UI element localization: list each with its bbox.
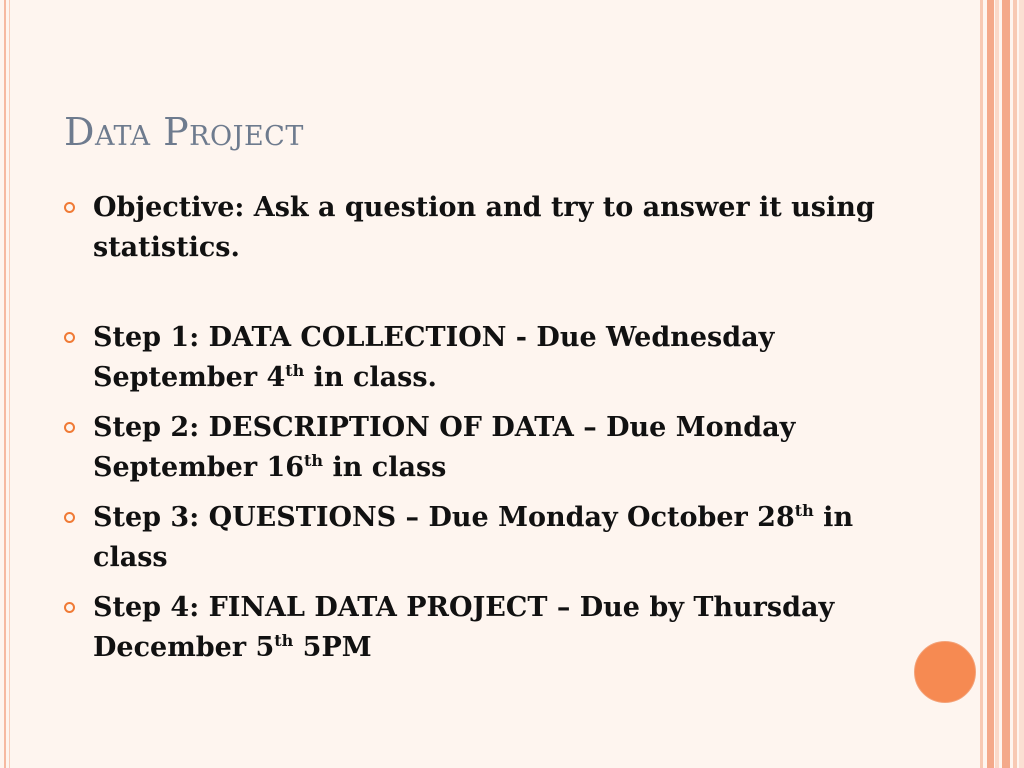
bullet-item-objective bbox=[62, 188, 882, 268]
bullet-text: Step 2: DESCRIPTION OF DATA – Due Monday September 16 bbox=[93, 412, 796, 483]
hollow-circle-bullet-icon bbox=[64, 332, 75, 343]
bullet-item-step-4 bbox=[62, 588, 882, 668]
hollow-circle-bullet-icon bbox=[64, 202, 75, 213]
bullet-text: Objective: Ask a question and try to answer it using statistics. bbox=[93, 192, 875, 263]
right-decorative-stripe bbox=[995, 0, 999, 768]
right-decorative-stripe bbox=[1013, 0, 1017, 768]
bullet-text: in class bbox=[93, 502, 854, 573]
ordinal-suffix: th bbox=[285, 361, 305, 380]
right-decorative-stripe bbox=[1019, 0, 1024, 768]
right-decorative-stripe bbox=[980, 0, 983, 768]
bullet-item-step-1 bbox=[62, 318, 882, 398]
bullet-item-step-3 bbox=[62, 498, 882, 578]
bullet-list bbox=[62, 188, 882, 668]
bullet-text: Step 3: QUESTIONS – Due Monday October 28 bbox=[93, 502, 795, 533]
ordinal-suffix: th bbox=[794, 501, 814, 520]
slide-title: Data Project bbox=[64, 110, 304, 154]
ordinal-suffix: th bbox=[304, 451, 324, 470]
bullet-text: Step 1: DATA COLLECTION - Due Wednesday September 4 bbox=[93, 322, 775, 393]
right-decorative-stripe bbox=[987, 0, 994, 768]
bullet-item-step-2 bbox=[62, 408, 882, 488]
ordinal-suffix: th bbox=[274, 631, 294, 650]
hollow-circle-bullet-icon bbox=[64, 602, 75, 613]
left-frame-line bbox=[4, 0, 6, 768]
bullet-text: in class. bbox=[304, 362, 437, 393]
bullet-text: 5PM bbox=[293, 632, 372, 663]
left-frame-line bbox=[9, 0, 10, 768]
hollow-circle-bullet-icon bbox=[64, 422, 75, 433]
orange-circle-icon bbox=[914, 641, 976, 703]
hollow-circle-bullet-icon bbox=[64, 512, 75, 523]
bullet-text: in class bbox=[323, 452, 447, 483]
right-decorative-stripe bbox=[1002, 0, 1010, 768]
bullet-text: Step 4: FINAL DATA PROJECT – Due by Thursday December 5 bbox=[93, 592, 835, 663]
